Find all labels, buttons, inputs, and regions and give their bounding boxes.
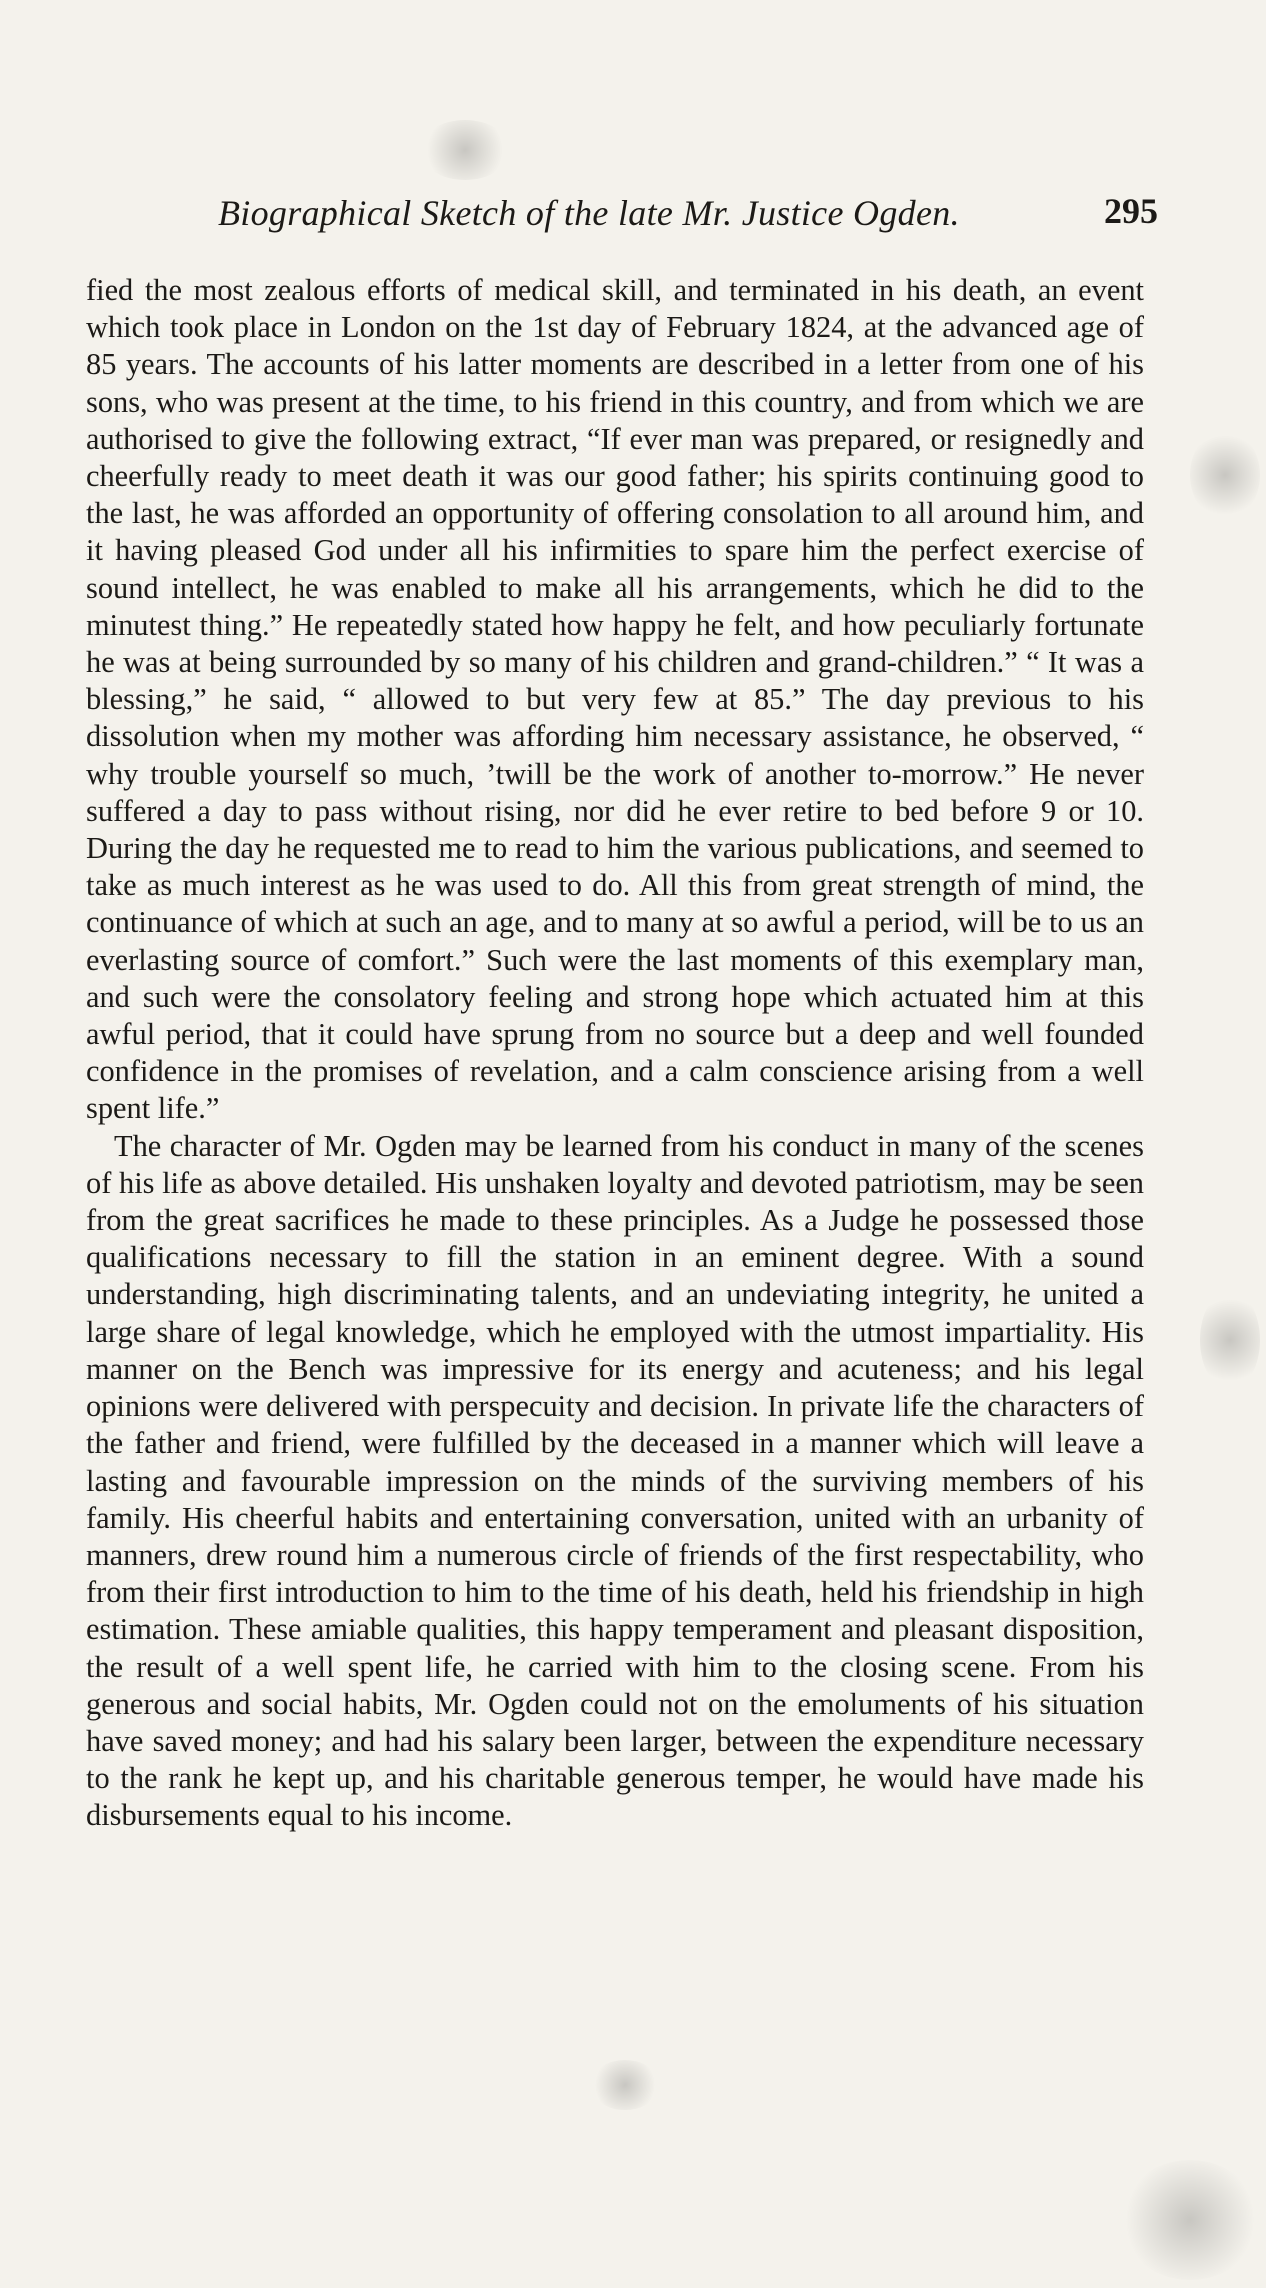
running-title: Biographical Sketch of the late Mr. Justice Ogden. (218, 193, 960, 233)
page-header (218, 192, 1158, 252)
ink-blot (1120, 2160, 1260, 2280)
body-text (86, 272, 1144, 1835)
page-number: 295 (1104, 191, 1158, 231)
ink-blot (590, 2060, 660, 2110)
ink-blot (1200, 1290, 1260, 1390)
paragraph: fied the most zealous efforts of medical skill, and terminated in his death, an event which took place in London on the 1st day of February 1824, at the advanced age of 85 years. The accounts of his latter moments are described in a letter from one of his sons, who was present at the time, to his friend in this country, and from which we are authorised to give the following extract, “If ever man was prepared, or resignedly and cheerfully ready to meet death it was our good father; his spirits continuing good to the last, he was afforded an opportunity of offering consolation to all around him, and it having pleased God under all his infirmities to spare him the perfect exercise of sound intellect, he was enabled to make all his arrangements, which he did to the minutest thing.” He repeatedly stated how happy he felt, and how peculiarly fortunate he was at being surrounded by so many of his children and grand-children.” “ It was a blessing,” he said, “ allowed to but very few at 85.” The day previous to his dissolution when my mother was affording him necessary assistance, he observed, “ why trouble yourself so much, ’twill be the work of another to-morrow.” He never suffered a day to pass without rising, nor did he ever retire to bed before 9 or 10. During the day he requested me to read to him the various publications, and seemed to take as much interest as he was used to do. All this from great strength of mind, the continuance of which at such an age, and to many at so awful a period, will be to us an everlasting source of comfort.” Such were the last moments of this exemplary man, and such were the consolatory feeling and strong hope which actuated him at this awful period, that it could have sprung from no source but a deep and well founded confidence in the promises of revelation, and a calm conscience arising from a well spent life.” (86, 273, 1144, 1126)
ink-blot (1190, 430, 1260, 520)
ink-blot (420, 120, 510, 180)
paragraph: The character of Mr. Ogden may be learned from his conduct in many of the scenes of his life as above detailed. His unshaken loyalty and devoted patriotism, may be seen from the great sacrifices he made to these principles. As a Judge he possessed those qualifications necessary to fill the station in an eminent degree. With a sound understanding, high discriminating talents, and an undeviating integrity, he united a large share of legal knowledge, which he employed with the utmost impartiality. His manner on the Bench was impressive for its energy and acuteness; and his legal opinions were delivered with perspecuity and decision. In private life the characters of the father and friend, were fulfilled by the deceased in a manner which will leave a lasting and favourable impression on the minds of the surviving members of his family. His cheerful habits and entertaining conversation, united with an urbanity of manners, drew round him a numerous circle of friends of the first respectability, who from their first introduction to him to the time of his death, held his friendship in high estimation. These amiable qualities, this happy temperament and pleasant disposition, the result of a well spent life, he carried with him to the closing scene. From his generous and social habits, Mr. Ogden could not on the emoluments of his situation have saved money; and had his salary been larger, between the expenditure necessary to the rank he kept up, and his charitable generous temper, he would have made his disbursements equal to his income. (86, 1128, 1144, 1833)
